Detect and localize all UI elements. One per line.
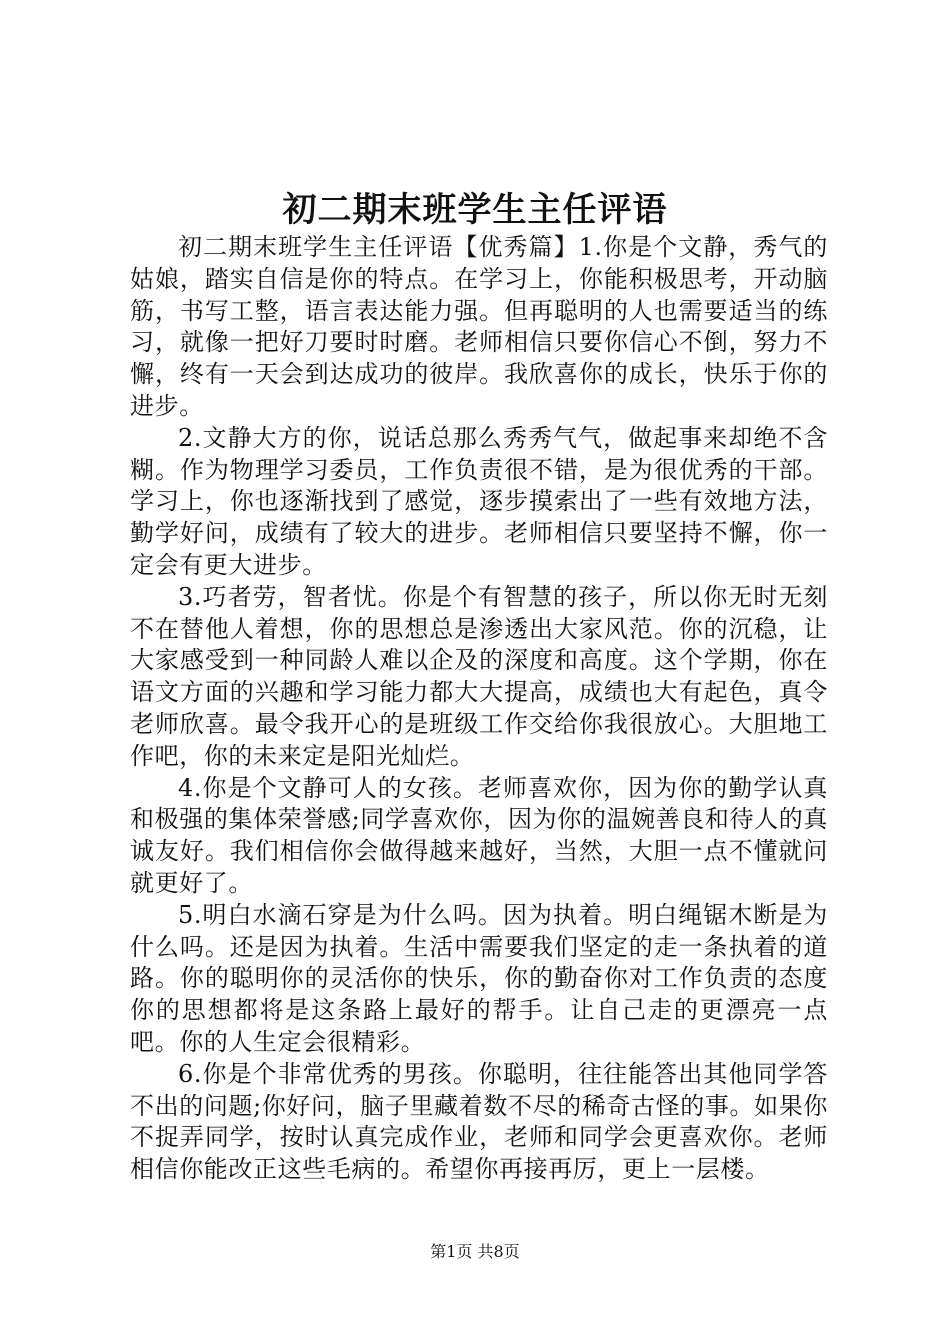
paragraph-5: 5.明白水滴石穿是为什么吗。因为执着。明白绳锯木断是为什么吗。还是因为执着。生活中需要我们坚定的走一条执着的道路。你的聪明你的灵活你的快乐，你的勤奋你对工作负责的态度你的思想都将是这条路上最好的帮手。让自己走的更漂亮一点吧。你的人生定会很精彩。 — [130, 900, 828, 1056]
page-footer: 第1页 共8页 — [430, 1242, 520, 1261]
paragraph-1: 初二期末班学生主任评语【优秀篇】1.你是个文静，秀气的姑娘，踏实自信是你的特点。在学习上，你能积极思考，开动脑筋，书写工整，语言表达能力强。但再聪明的人也需要适当的练习，就像一把好刀要时时磨。老师相信只要你信心不倒，努力不懈，终有一天会到达成功的彼岸。我欣喜你的成长，快乐于你的进步。 — [130, 233, 828, 420]
paragraph-2: 2.文静大方的你，说话总那么秀秀气气，做起事来却绝不含糊。作为物理学习委员，工作负责很不错，是为很优秀的干部。学习上，你也逐渐找到了感觉，逐步摸索出了一些有效地方法，勤学好问，成绩有了较大的进步。老师相信只要坚持不懈，你一定会有更大进步。 — [130, 423, 828, 579]
document-body — [130, 232, 828, 1186]
paragraph-3: 3.巧者劳，智者忧。你是个有智慧的孩子，所以你无时无刻不在替他人着想，你的思想总是渗透出大家风范。你的沉稳，让大家感受到一种同龄人难以企及的深度和高度。这个学期，你在语文方面的兴趣和学习能力都大大提高，成绩也大有起色，真令老师欣喜。最令我开心的是班级工作交给你我很放心。大胆地工作吧，你的未来定是阳光灿烂。 — [130, 582, 828, 770]
paragraph-6: 6.你是个非常优秀的男孩。你聪明，往往能答出其他同学答不出的问题;你好问，脑子里藏着数不尽的稀奇古怪的事。如果你不捉弄同学，按时认真完成作业，老师和同学会更喜欢你。老师相信你能改正这些毛病的。希望你再接再厉，更上一层楼。 — [130, 1059, 828, 1184]
paragraph-4: 4.你是个文静可人的女孩。老师喜欢你，因为你的勤学认真和极强的集体荣誉感;同学喜欢你，因为你的温婉善良和待人的真诚友好。我们相信你会做得越来越好，当然，大胆一点不懂就问就更好了。 — [130, 773, 828, 897]
document-title: 初二期末班学生主任评语 — [282, 190, 668, 230]
